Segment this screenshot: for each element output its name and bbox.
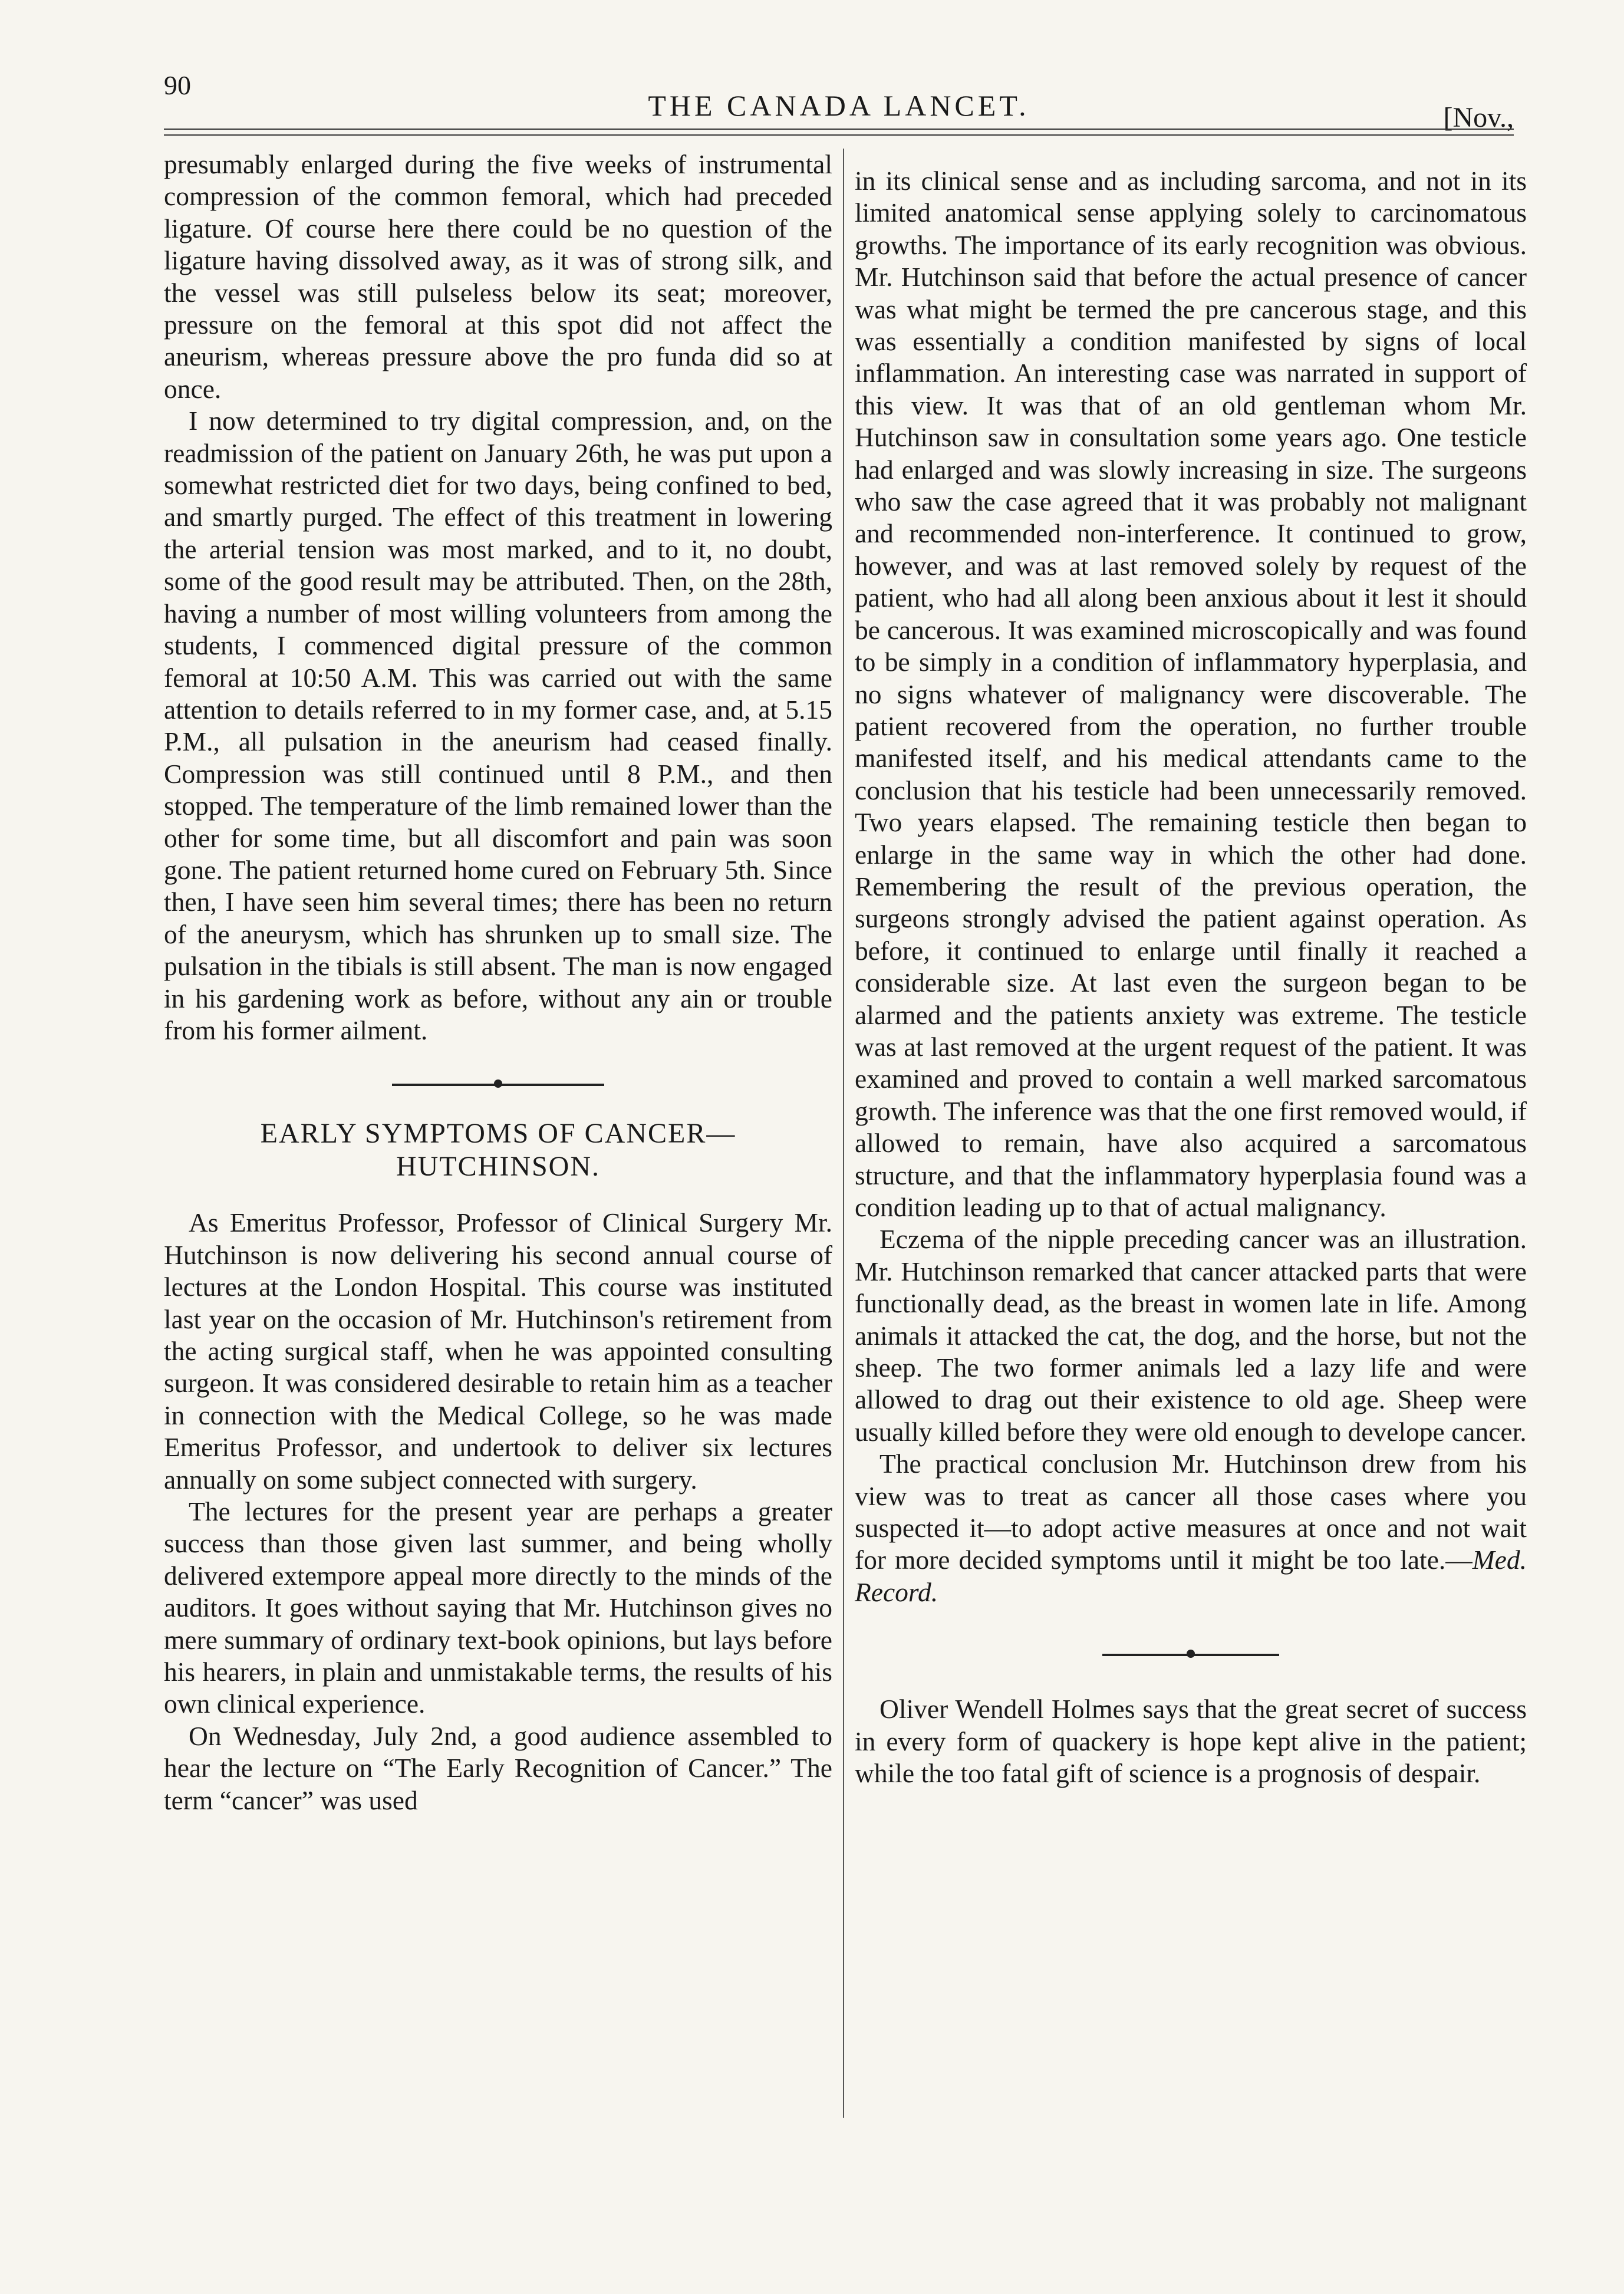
column-divider	[843, 149, 844, 2118]
journal-title: THE CANADA LANCET.	[648, 89, 1030, 122]
section-divider-ornament	[855, 1638, 1527, 1670]
body-paragraph: Eczema of the nipple preceding cancer was an illustration. Mr. Hutchinson remarked that cancer attacked parts that were functionally dead, as the breast in women late in life. Among animals it attacked the cat, the dog, and the horse, but not the sheep. The two former animals led a lazy life and were allowed to drag out their existence to old age. Sheep were usually killed before they were old enough to develope cancer.	[855, 1224, 1527, 1447]
article-paragraph: The lectures for the present year are perhaps a greater success than those given last summer, and being wholly delivered extempore appeal more directly to the minds of the auditors. It goes without saying that Mr. Hutchinson gives no mere summary of ordinary text-book opinions, but lays before his hearers, in plain and unmistakable terms, the results of his own clinical experience.	[164, 1496, 832, 1719]
body-paragraph: I now determined to try digital compression, and, on the readmission of the patient on January 26th, he was put upon a somewhat restricted diet for two days, being confined to bed, and smartly purged. The effect of this treatment in lowering the arterial tension was most marked, and to it, no doubt, some of the good result may be attributed. Then, on the 28th, having a number of most willing volunteers from among the students, I commenced digital pressure of the common femoral at 10:50 A.M. This was carried out with the same attention to details referred to in my former case, and, at 5.15 P.M., all pulsation in the aneurism had ceased finally. Compression was still continued until 8 P.M., and then stopped. The temperature of the limb remained lower than the other for some time, but all discomfort and pain was soon gone. The patient returned home cured on February 5th. Since then, I have seen him several times; there has been no return of the aneurysm, which has shrunken up to small size. The pulsation in the tibials is still absent. The man is now engaged in his gardening work as before, without any ain or trouble from his former ailment.	[164, 406, 832, 1045]
conclusion-paragraph	[855, 1448, 1527, 1608]
source-citation: Med. Record.	[855, 1545, 1527, 1607]
conclusion-text: The practical conclusion Mr. Hutchinson drew from his view was to treat as cancer all those cases where you suspected it—to adopt active measures at once and not wait for more decided symptoms until it might be too late.—	[855, 1449, 1527, 1575]
right-column	[855, 165, 1527, 1790]
article-heading-line: EARLY SYMPTOMS OF CANCER—	[260, 1118, 736, 1150]
left-column	[164, 149, 832, 1816]
article-paragraph: As Emeritus Professor, Professor of Clinical Surgery Mr. Hutchinson is now delivering his second annual course of lectures at the London Hospital. This course was instituted last year on the occasion of Mr. Hutchinson's retirement from the acting surgical staff, when he was appointed consulting surgeon. It was considered desirable to retain him as a teacher in connection with the Medical College, so he was made Emeritus Professor, and undertook to deliver six lectures annually on some subject connected with surgery.	[164, 1207, 832, 1495]
page-number: 90	[164, 70, 191, 100]
header-rule-top	[164, 129, 1514, 130]
holmes-quote: Oliver Wendell Holmes says that the great secret of success in every form of quackery is hope kept alive in the patient; while the too fatal gift of science is a prognosis of despair.	[855, 1694, 1527, 1789]
article-heading-line: HUTCHINSON.	[396, 1151, 600, 1183]
section-divider-ornament	[164, 1068, 832, 1100]
body-paragraph: in its clinical sense and as including sarcoma, and not in its limited anatomical sense applying solely to carcinomatous growths. The importance of its early recognition was obvious. Mr. Hutchinson said that before the actual presence of cancer was what might be termed the pre cancerous stage, and this was essentially a condition manifested by signs of local inflammation. An interesting case was narrated in support of this view. It was that of an old gentleman whom Mr. Hutchinson saw in consultation some years ago. One testicle had enlarged and was slowly increasing in size. The surgeons who saw the case agreed that it was probably not malignant and recommended non-interference. It continued to grow, however, and was at last removed solely by request of the patient, who had all along been anxious about it lest it should be cancerous. It was examined microscopically and was found to be simply in a condition of inflammatory hyperplasia, and no signs whatever of malignancy were discoverable. The patient recovered from the operation, no further trouble manifested itself, and his medical attendants came to the conclusion that his testicle had been unnecessarily removed. Two years elapsed. The remaining testicle then began to enlarge in the same way in which the other had done. Remembering the result of the previous operation, the surgeons strongly advised the patient against operation. As before, it continued to enlarge until finally it reached a considerable size. At last even the surgeon began to be alarmed and the patients anxiety was extreme. The testicle was at last removed at the urgent request of the patient. It was examined and proved to contain a well marked sarcomatous growth. The inference was that the one first removed would, if allowed to remain, have also acquired a sarcomatous structure, and that the inflammatory hyperplasia found was a condition leading up to that of actual malignancy.	[855, 166, 1527, 1222]
body-paragraph: presumably enlarged during the five weeks of instrumental compression of the common femoral, which had preceded ligature. Of course here there could be no question of the ligature having dissolved away, as it was of strong silk, and the vessel was still pulseless below its seat; moreover, pressure on the femoral at this spot did not affect the aneurism, whereas pressure above the pro funda did so at once.	[164, 149, 832, 404]
article-paragraph: On Wednesday, July 2nd, a good audience assembled to hear the lecture on “The Early Recognition of Cancer.” The term “cancer” was used	[164, 1720, 832, 1815]
header-rule-bottom	[164, 134, 1514, 136]
issue-month: [Nov.,	[1443, 102, 1514, 133]
article-heading	[164, 1117, 832, 1183]
page-header	[164, 65, 1514, 136]
